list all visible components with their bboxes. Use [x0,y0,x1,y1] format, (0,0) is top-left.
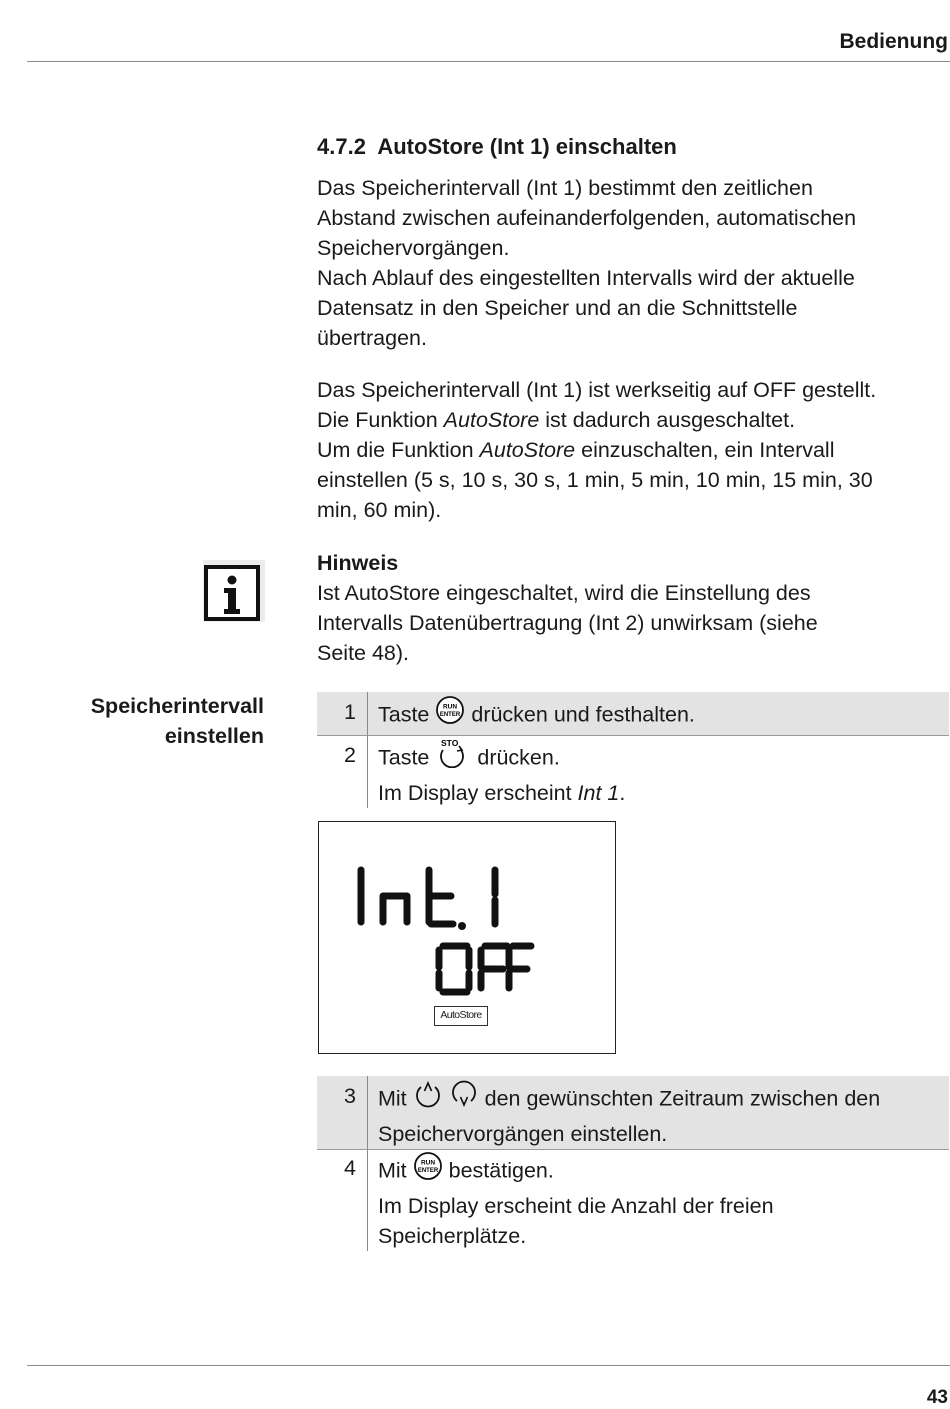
step-text: Mit den gewünschten Zeitraum zwischen den Speichervorgängen einstellen. [378,1081,945,1149]
step-text: Taste RUN ENTER drücken und festhalten. [378,697,945,735]
text-line: übertragen. [317,326,427,350]
note-block [317,548,947,668]
sto-key-icon [435,738,471,776]
step-number: 2 [344,743,356,767]
text-line: min, 60 min). [317,498,442,522]
svg-text:STO: STO [441,738,459,748]
step-number: 1 [344,700,356,724]
page-number: 43 [926,1387,948,1408]
text-line: Intervalls Datenübertragung (Int 2) unwirksam (siehe [317,611,818,635]
text-line: Die Funktion AutoStore ist dadurch ausgeschaltet. [317,408,796,432]
text-line: Seite 48). [317,641,410,665]
step-text: Taste STO drücken. Im Display erscheint Int 1. [378,738,626,805]
step-row [317,1076,949,1150]
svg-text:ENTER: ENTER [440,712,461,718]
text-line: Nach Ablauf des eingestellten Intervalls wird der aktuelle [317,266,855,290]
step-number: 3 [344,1084,356,1108]
up-key-icon [413,1079,443,1117]
intro-paragraph [317,173,947,353]
svg-text:RUN: RUN [443,703,458,711]
display-value: Int 1 [577,781,620,805]
section-title-text: AutoStore (Int 1) einschalten [377,134,677,159]
svg-text:ENTER: ENTER [417,1168,438,1174]
info-icon [203,560,265,622]
note-title: Hinweis [317,551,399,575]
autostore-badge: AutoStore [434,1006,488,1026]
text-line: Ist AutoStore eingeschaltet, wird die Einstellung des [317,581,811,605]
text-line: Um die Funktion AutoStore einzuschalten, ein Intervall [317,438,835,462]
step-row [317,736,949,808]
run-enter-key-icon [435,695,465,733]
text-line: Speichervorgängen. [317,236,510,260]
function-name: AutoStore [479,438,576,462]
section-number: 4.7.2 [317,134,366,159]
run-enter-key-icon [413,1151,443,1189]
text-line: einstellen (5 s, 10 s, 30 s, 1 min, 5 min, 10 min, 15 min, 30 [317,468,873,492]
down-key-icon [449,1079,479,1117]
section-title [317,134,677,160]
text-line: Datensatz in den Speicher und an die Schnittstelle [317,296,798,320]
running-header: Bedienung [839,30,948,53]
function-name: AutoStore [443,408,540,432]
step-number: 4 [344,1156,356,1180]
text-line: Abstand zwischen aufeinanderfolgenden, automatischen [317,206,857,230]
step-row [317,692,949,736]
side-heading: Speicherintervall einstellen [90,694,264,748]
step-row [317,1150,949,1251]
default-setting-paragraph [317,375,947,525]
svg-text:RUN: RUN [420,1159,435,1167]
footer-rule [27,1365,950,1366]
header-rule [27,61,950,62]
text-line: Das Speicherintervall (Int 1) bestimmt den zeitlichen [317,176,813,200]
step-text: Mit RUN ENTER bestätigen. Im Display erscheint die Anzahl der freien Speicherplätze. [378,1153,945,1251]
text-line: Das Speicherintervall (Int 1) ist werkseitig auf OFF gestellt. [317,378,877,402]
